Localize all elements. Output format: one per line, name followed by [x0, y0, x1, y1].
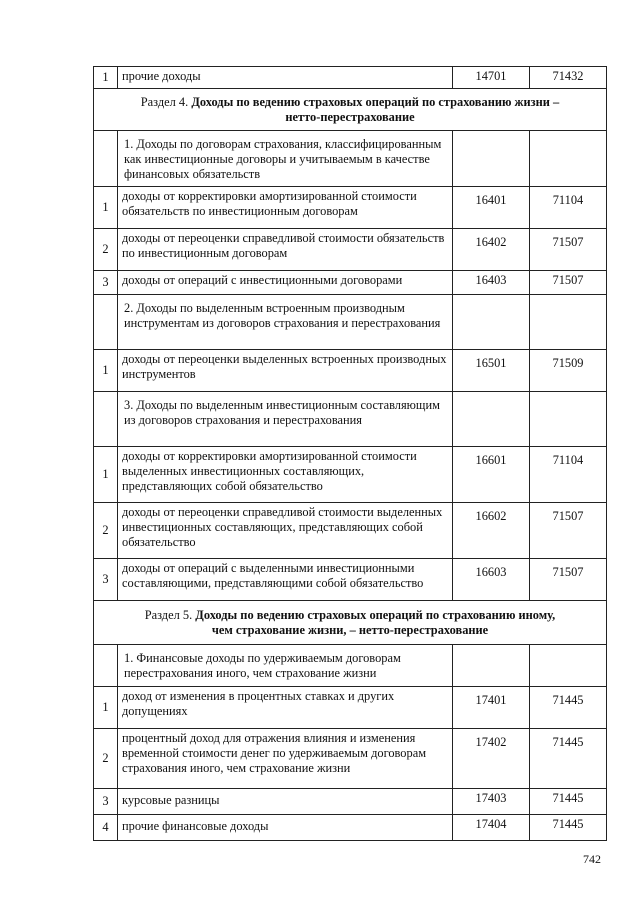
- subsection-row: [94, 131, 607, 187]
- row-description: курсовые разницы: [118, 789, 453, 815]
- row-description: процентный доход для отражения влияния и изменения временной стоимости денег по удерживаемым договорам страхования иного, чем страхование жизни: [118, 729, 453, 789]
- row-account: 71507: [530, 229, 607, 271]
- row-description: доходы от переоценки выделенных встроенных производных инструментов: [118, 350, 453, 392]
- section-header: [94, 89, 607, 131]
- row-description: доходы от операций с выделенными инвестиционными составляющими, представляющими собой обязательство: [118, 559, 453, 601]
- row-code: 16603: [453, 559, 530, 601]
- section-title-line2: нетто-перестрахование: [285, 109, 415, 124]
- row-code: 16602: [453, 503, 530, 559]
- row-code: 17402: [453, 729, 530, 789]
- row-code: 16601: [453, 447, 530, 503]
- table-row: [94, 67, 607, 89]
- page-number: 742: [583, 852, 601, 866]
- table-row: [94, 350, 607, 392]
- row-number: 3: [94, 271, 118, 295]
- row-account: 71507: [530, 271, 607, 295]
- table-row: [94, 447, 607, 503]
- accounts-table: [93, 66, 607, 841]
- row-code: 16401: [453, 187, 530, 229]
- row-code: 16403: [453, 271, 530, 295]
- subsection-row: [94, 645, 607, 687]
- subsection-title: 1. Доходы по договорам страхования, классифицированным как инвестиционные договоры и учитываемым в качестве финансовых обязательств: [118, 131, 453, 187]
- row-number: 1: [94, 447, 118, 503]
- row-number: 2: [94, 503, 118, 559]
- row-description: прочие доходы: [118, 67, 453, 89]
- row-account: 71445: [530, 687, 607, 729]
- row-code: 17403: [453, 789, 530, 815]
- subsection-row: [94, 295, 607, 350]
- table-row: [94, 187, 607, 229]
- table-row: [94, 687, 607, 729]
- table-row: [94, 229, 607, 271]
- row-number: 2: [94, 729, 118, 789]
- row-account: 71445: [530, 815, 607, 841]
- section-header: [94, 601, 607, 645]
- row-number: 3: [94, 559, 118, 601]
- row-number: 1: [94, 187, 118, 229]
- subsection-title: 2. Доходы по выделенным встроенным производным инструментам из договоров страхования и перестрахования: [118, 295, 453, 350]
- row-number: 1: [94, 687, 118, 729]
- section-header-row: [94, 89, 607, 131]
- row-account: 71104: [530, 187, 607, 229]
- row-account: 71104: [530, 447, 607, 503]
- section-header-row: [94, 601, 607, 645]
- row-code: 17401: [453, 687, 530, 729]
- section-prefix: Раздел 5.: [144, 607, 196, 622]
- row-description: доход от изменения в процентных ставках и других допущениях: [118, 687, 453, 729]
- subsection-row: [94, 392, 607, 447]
- row-description: прочие финансовые доходы: [118, 815, 453, 841]
- row-code: 16402: [453, 229, 530, 271]
- row-account: 71445: [530, 729, 607, 789]
- subsection-title: 3. Доходы по выделенным инвестиционным составляющим из договоров страхования и перестрахования: [118, 392, 453, 447]
- table-row: [94, 271, 607, 295]
- row-number: 1: [94, 67, 118, 89]
- row-number: 4: [94, 815, 118, 841]
- row-number: 2: [94, 229, 118, 271]
- row-description: доходы от операций с инвестиционными договорами: [118, 271, 453, 295]
- row-code: 16501: [453, 350, 530, 392]
- table-row: [94, 815, 607, 841]
- table-row: [94, 503, 607, 559]
- section-title-line1: Доходы по ведению страховых операций по страхованию жизни –: [191, 94, 560, 109]
- row-number: 3: [94, 789, 118, 815]
- table-row: [94, 789, 607, 815]
- row-account: 71445: [530, 789, 607, 815]
- row-number: 1: [94, 350, 118, 392]
- table-row: [94, 729, 607, 789]
- row-description: доходы от корректировки амортизированной стоимости выделенных инвестиционных составляющих, представляющих собой обязательство: [118, 447, 453, 503]
- subsection-title: 1. Финансовые доходы по удерживаемым договорам перестрахования иного, чем страхование жизни: [118, 645, 453, 687]
- row-account: 71507: [530, 503, 607, 559]
- section-title-line2: чем страхование жизни, – нетто-перестрахование: [211, 622, 489, 637]
- section-prefix: Раздел 4.: [140, 94, 192, 109]
- row-account: 71507: [530, 559, 607, 601]
- row-description: доходы от переоценки справедливой стоимости обязательств по инвестиционным договорам: [118, 229, 453, 271]
- table-row: [94, 559, 607, 601]
- section-title-line1: Доходы по ведению страховых операций по страхованию иному,: [195, 607, 556, 622]
- row-account: 71432: [530, 67, 607, 89]
- row-description: доходы от корректировки амортизированной стоимости обязательств по инвестиционным договорам: [118, 187, 453, 229]
- row-description: доходы от переоценки справедливой стоимости выделенных инвестиционных составляющих, представляющих собой обязательство: [118, 503, 453, 559]
- row-code: 17404: [453, 815, 530, 841]
- row-code: 14701: [453, 67, 530, 89]
- row-account: 71509: [530, 350, 607, 392]
